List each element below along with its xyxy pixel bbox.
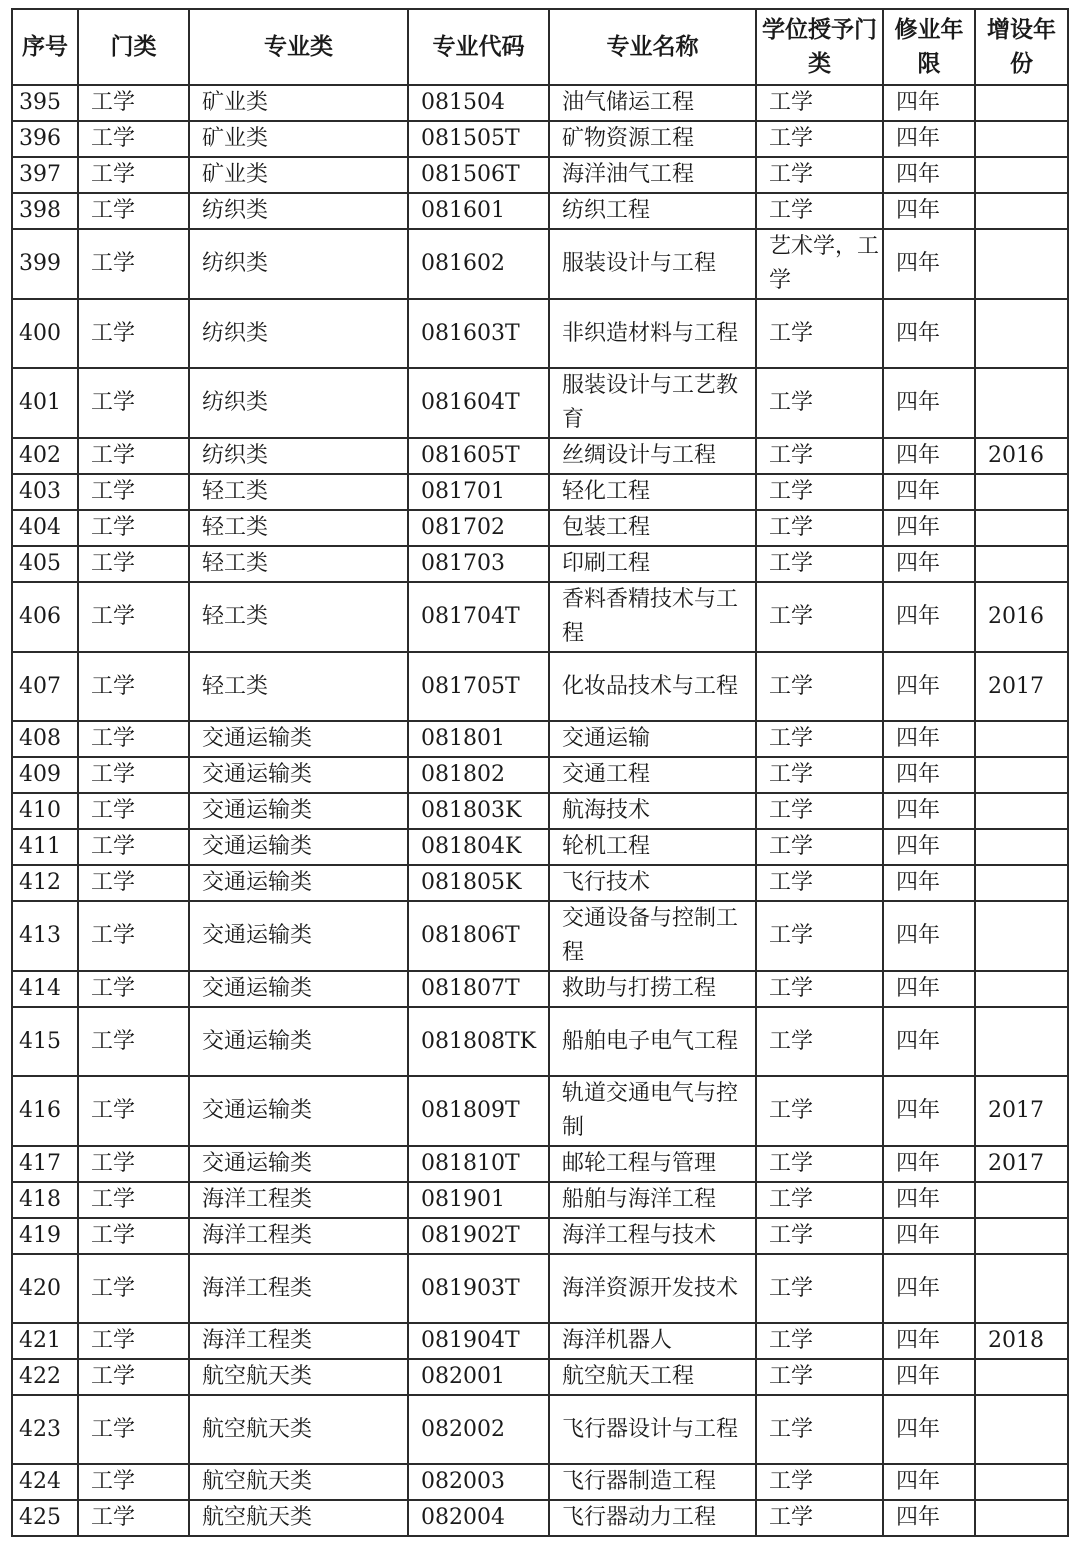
cell-year-added: [975, 121, 1068, 157]
table-row: [12, 1500, 1068, 1536]
cell-index: 420: [12, 1254, 78, 1323]
cell-degree-category: 工学: [756, 582, 883, 652]
table-header-row: [12, 9, 1068, 85]
table-row: [12, 1182, 1068, 1218]
cell-index: 403: [12, 474, 78, 510]
cell-year-added: [975, 368, 1068, 438]
cell-study-years: 四年: [883, 1146, 975, 1182]
cell-study-years: 四年: [883, 829, 975, 865]
cell-major-name: 海洋工程与技术: [549, 1218, 756, 1254]
cell-major-code: 081701: [408, 474, 549, 510]
cell-degree-category: 工学: [756, 1500, 883, 1536]
table-row: [12, 229, 1068, 299]
cell-major-code: 081904T: [408, 1323, 549, 1359]
cell-major-class: 海洋工程类: [189, 1182, 408, 1218]
table-row: [12, 901, 1068, 971]
cell-year-added: [975, 1182, 1068, 1218]
header-major-code: 专业代码: [408, 9, 549, 85]
cell-degree-category: 工学: [756, 438, 883, 474]
cell-major-name: 邮轮工程与管理: [549, 1146, 756, 1182]
cell-major-name: 海洋油气工程: [549, 157, 756, 193]
table-row: [12, 1254, 1068, 1323]
cell-major-name: 船舶电子电气工程: [549, 1007, 756, 1076]
cell-major-name: 航空航天工程: [549, 1359, 756, 1395]
cell-index: 425: [12, 1500, 78, 1536]
table-row: [12, 1146, 1068, 1182]
cell-major-code: 081605T: [408, 438, 549, 474]
table-row: [12, 510, 1068, 546]
cell-year-added: [975, 85, 1068, 121]
cell-category: 工学: [78, 229, 189, 299]
cell-category: 工学: [78, 971, 189, 1007]
cell-major-code: 081903T: [408, 1254, 549, 1323]
table-row: [12, 757, 1068, 793]
header-degree-category: 学位授予门类: [756, 9, 883, 85]
cell-major-class: 交通运输类: [189, 1146, 408, 1182]
cell-category: 工学: [78, 757, 189, 793]
cell-year-added: 2018: [975, 1323, 1068, 1359]
cell-major-code: 081703: [408, 546, 549, 582]
cell-study-years: 四年: [883, 438, 975, 474]
cell-index: 416: [12, 1076, 78, 1146]
cell-study-years: 四年: [883, 1076, 975, 1146]
cell-category: 工学: [78, 1323, 189, 1359]
cell-major-class: 纺织类: [189, 438, 408, 474]
cell-major-code: 081901: [408, 1182, 549, 1218]
cell-category: 工学: [78, 582, 189, 652]
cell-degree-category: 工学: [756, 121, 883, 157]
cell-major-code: 081809T: [408, 1076, 549, 1146]
cell-year-added: [975, 1359, 1068, 1395]
cell-major-class: 矿业类: [189, 85, 408, 121]
cell-study-years: 四年: [883, 1500, 975, 1536]
cell-degree-category: 工学: [756, 793, 883, 829]
cell-major-class: 轻工类: [189, 510, 408, 546]
cell-major-name: 化妆品技术与工程: [549, 652, 756, 721]
cell-major-name: 飞行技术: [549, 865, 756, 901]
cell-year-added: 2017: [975, 652, 1068, 721]
cell-category: 工学: [78, 652, 189, 721]
table-row: [12, 1218, 1068, 1254]
header-major-class: 专业类: [189, 9, 408, 85]
cell-index: 414: [12, 971, 78, 1007]
cell-category: 工学: [78, 721, 189, 757]
table-row: [12, 474, 1068, 510]
cell-major-code: 081504: [408, 85, 549, 121]
cell-year-added: [975, 865, 1068, 901]
cell-study-years: 四年: [883, 368, 975, 438]
cell-study-years: 四年: [883, 652, 975, 721]
cell-index: 400: [12, 299, 78, 368]
cell-major-class: 纺织类: [189, 229, 408, 299]
cell-index: 406: [12, 582, 78, 652]
cell-index: 415: [12, 1007, 78, 1076]
cell-category: 工学: [78, 793, 189, 829]
table-row: [12, 438, 1068, 474]
cell-major-code: 081704T: [408, 582, 549, 652]
cell-year-added: [975, 1218, 1068, 1254]
cell-index: 410: [12, 793, 78, 829]
cell-major-class: 轻工类: [189, 546, 408, 582]
cell-major-name: 交通设备与控制工程: [549, 901, 756, 971]
cell-degree-category: 工学: [756, 299, 883, 368]
cell-degree-category: 工学: [756, 85, 883, 121]
cell-major-name: 飞行器动力工程: [549, 1500, 756, 1536]
cell-category: 工学: [78, 546, 189, 582]
cell-degree-category: 工学: [756, 1182, 883, 1218]
header-year-added: 增设年份: [975, 9, 1068, 85]
cell-major-code: 081808TK: [408, 1007, 549, 1076]
cell-index: 418: [12, 1182, 78, 1218]
cell-study-years: 四年: [883, 85, 975, 121]
cell-index: 404: [12, 510, 78, 546]
cell-degree-category: 工学: [756, 971, 883, 1007]
cell-major-code: 081602: [408, 229, 549, 299]
table-row: [12, 582, 1068, 652]
cell-degree-category: 工学: [756, 1076, 883, 1146]
cell-category: 工学: [78, 865, 189, 901]
cell-degree-category: 工学: [756, 757, 883, 793]
cell-study-years: 四年: [883, 193, 975, 229]
cell-major-code: 081810T: [408, 1146, 549, 1182]
cell-major-class: 轻工类: [189, 474, 408, 510]
cell-study-years: 四年: [883, 474, 975, 510]
cell-degree-category: 工学: [756, 510, 883, 546]
cell-category: 工学: [78, 474, 189, 510]
table-row: [12, 299, 1068, 368]
table-row: [12, 721, 1068, 757]
cell-index: 397: [12, 157, 78, 193]
cell-major-class: 矿业类: [189, 157, 408, 193]
cell-study-years: 四年: [883, 157, 975, 193]
cell-index: 422: [12, 1359, 78, 1395]
cell-year-added: [975, 1395, 1068, 1464]
cell-major-class: 航空航天类: [189, 1464, 408, 1500]
cell-major-code: 081801: [408, 721, 549, 757]
cell-major-class: 海洋工程类: [189, 1218, 408, 1254]
table-row: [12, 193, 1068, 229]
header-major-name: 专业名称: [549, 9, 756, 85]
cell-index: 405: [12, 546, 78, 582]
cell-major-name: 服装设计与工艺教育: [549, 368, 756, 438]
table-row: [12, 1464, 1068, 1500]
cell-year-added: [975, 510, 1068, 546]
cell-study-years: 四年: [883, 865, 975, 901]
cell-year-added: [975, 793, 1068, 829]
cell-major-name: 船舶与海洋工程: [549, 1182, 756, 1218]
cell-category: 工学: [78, 1359, 189, 1395]
cell-study-years: 四年: [883, 1007, 975, 1076]
cell-category: 工学: [78, 510, 189, 546]
cell-index: 401: [12, 368, 78, 438]
cell-study-years: 四年: [883, 1218, 975, 1254]
cell-major-name: 飞行器制造工程: [549, 1464, 756, 1500]
cell-major-class: 交通运输类: [189, 793, 408, 829]
table-row: [12, 157, 1068, 193]
cell-degree-category: 工学: [756, 901, 883, 971]
cell-category: 工学: [78, 901, 189, 971]
cell-major-name: 矿物资源工程: [549, 121, 756, 157]
cell-major-code: 081506T: [408, 157, 549, 193]
cell-study-years: 四年: [883, 901, 975, 971]
cell-major-name: 轻化工程: [549, 474, 756, 510]
cell-study-years: 四年: [883, 546, 975, 582]
cell-major-name: 轮机工程: [549, 829, 756, 865]
cell-category: 工学: [78, 1218, 189, 1254]
cell-major-class: 交通运输类: [189, 971, 408, 1007]
majors-table: [11, 8, 1069, 1537]
cell-degree-category: 工学: [756, 1254, 883, 1323]
cell-study-years: 四年: [883, 1359, 975, 1395]
cell-degree-category: 工学: [756, 652, 883, 721]
cell-major-class: 交通运输类: [189, 757, 408, 793]
cell-category: 工学: [78, 368, 189, 438]
table-row: [12, 1323, 1068, 1359]
cell-study-years: 四年: [883, 510, 975, 546]
cell-category: 工学: [78, 299, 189, 368]
cell-major-class: 交通运输类: [189, 1007, 408, 1076]
cell-degree-category: 工学: [756, 1395, 883, 1464]
table-row: [12, 829, 1068, 865]
cell-index: 408: [12, 721, 78, 757]
cell-year-added: [975, 901, 1068, 971]
cell-major-code: 081802: [408, 757, 549, 793]
cell-major-class: 交通运输类: [189, 1076, 408, 1146]
cell-major-name: 非织造材料与工程: [549, 299, 756, 368]
cell-major-code: 081807T: [408, 971, 549, 1007]
cell-index: 398: [12, 193, 78, 229]
cell-major-name: 救助与打捞工程: [549, 971, 756, 1007]
table-row: [12, 971, 1068, 1007]
cell-degree-category: 工学: [756, 193, 883, 229]
cell-major-code: 081902T: [408, 1218, 549, 1254]
cell-major-name: 交通运输: [549, 721, 756, 757]
cell-study-years: 四年: [883, 757, 975, 793]
table-row: [12, 1395, 1068, 1464]
cell-major-class: 交通运输类: [189, 721, 408, 757]
table-row: [12, 865, 1068, 901]
cell-year-added: [975, 1500, 1068, 1536]
cell-major-class: 海洋工程类: [189, 1254, 408, 1323]
cell-major-code: 082004: [408, 1500, 549, 1536]
cell-category: 工学: [78, 1182, 189, 1218]
cell-index: 413: [12, 901, 78, 971]
cell-major-name: 交通工程: [549, 757, 756, 793]
cell-index: 419: [12, 1218, 78, 1254]
cell-index: 399: [12, 229, 78, 299]
cell-category: 工学: [78, 1146, 189, 1182]
cell-major-code: 081805K: [408, 865, 549, 901]
cell-degree-category: 工学: [756, 865, 883, 901]
header-index: 序号: [12, 9, 78, 85]
cell-major-class: 交通运输类: [189, 901, 408, 971]
cell-degree-category: 工学: [756, 1359, 883, 1395]
cell-major-class: 航空航天类: [189, 1395, 408, 1464]
cell-year-added: [975, 1254, 1068, 1323]
cell-index: 412: [12, 865, 78, 901]
cell-major-class: 纺织类: [189, 299, 408, 368]
cell-year-added: [975, 157, 1068, 193]
cell-index: 409: [12, 757, 78, 793]
cell-major-class: 纺织类: [189, 368, 408, 438]
cell-category: 工学: [78, 1007, 189, 1076]
cell-major-name: 海洋机器人: [549, 1323, 756, 1359]
cell-major-code: 082001: [408, 1359, 549, 1395]
cell-major-class: 交通运输类: [189, 865, 408, 901]
cell-degree-category: 工学: [756, 1146, 883, 1182]
cell-category: 工学: [78, 438, 189, 474]
cell-year-added: 2016: [975, 582, 1068, 652]
cell-major-code: 082003: [408, 1464, 549, 1500]
cell-year-added: 2016: [975, 438, 1068, 474]
cell-major-class: 航空航天类: [189, 1500, 408, 1536]
cell-major-class: 海洋工程类: [189, 1323, 408, 1359]
cell-year-added: [975, 546, 1068, 582]
cell-major-code: 081806T: [408, 901, 549, 971]
cell-year-added: [975, 829, 1068, 865]
cell-year-added: [975, 757, 1068, 793]
table-row: [12, 546, 1068, 582]
cell-major-class: 航空航天类: [189, 1359, 408, 1395]
cell-year-added: [975, 1464, 1068, 1500]
cell-degree-category: 工学: [756, 1218, 883, 1254]
cell-major-name: 纺织工程: [549, 193, 756, 229]
table-row: [12, 652, 1068, 721]
cell-index: 417: [12, 1146, 78, 1182]
table-row: [12, 1007, 1068, 1076]
cell-year-added: 2017: [975, 1076, 1068, 1146]
cell-study-years: 四年: [883, 1464, 975, 1500]
cell-degree-category: 工学: [756, 1323, 883, 1359]
cell-major-name: 轨道交通电气与控制: [549, 1076, 756, 1146]
cell-degree-category: 工学: [756, 546, 883, 582]
cell-category: 工学: [78, 85, 189, 121]
cell-study-years: 四年: [883, 1323, 975, 1359]
cell-study-years: 四年: [883, 582, 975, 652]
cell-major-name: 海洋资源开发技术: [549, 1254, 756, 1323]
cell-study-years: 四年: [883, 793, 975, 829]
table-row: [12, 1359, 1068, 1395]
table-row: [12, 85, 1068, 121]
cell-study-years: 四年: [883, 971, 975, 1007]
table-row: [12, 793, 1068, 829]
cell-degree-category: 工学: [756, 721, 883, 757]
cell-index: 395: [12, 85, 78, 121]
cell-category: 工学: [78, 157, 189, 193]
table-row: [12, 1076, 1068, 1146]
cell-degree-category: 工学: [756, 157, 883, 193]
cell-index: 396: [12, 121, 78, 157]
cell-major-name: 丝绸设计与工程: [549, 438, 756, 474]
cell-degree-category: 艺术学，工学: [756, 229, 883, 299]
cell-category: 工学: [78, 1500, 189, 1536]
cell-study-years: 四年: [883, 299, 975, 368]
cell-index: 423: [12, 1395, 78, 1464]
cell-major-class: 交通运输类: [189, 829, 408, 865]
cell-category: 工学: [78, 193, 189, 229]
cell-major-class: 纺织类: [189, 193, 408, 229]
cell-index: 402: [12, 438, 78, 474]
cell-year-added: [975, 971, 1068, 1007]
cell-category: 工学: [78, 1076, 189, 1146]
cell-major-class: 轻工类: [189, 582, 408, 652]
cell-major-name: 包装工程: [549, 510, 756, 546]
cell-year-added: [975, 474, 1068, 510]
cell-index: 421: [12, 1323, 78, 1359]
cell-year-added: [975, 299, 1068, 368]
cell-category: 工学: [78, 829, 189, 865]
cell-study-years: 四年: [883, 1182, 975, 1218]
cell-major-code: 081604T: [408, 368, 549, 438]
cell-degree-category: 工学: [756, 474, 883, 510]
cell-major-code: 081803K: [408, 793, 549, 829]
cell-major-code: 081601: [408, 193, 549, 229]
cell-index: 407: [12, 652, 78, 721]
document-page: [11, 8, 1067, 1537]
cell-year-added: 2017: [975, 1146, 1068, 1182]
cell-major-name: 航海技术: [549, 793, 756, 829]
cell-major-class: 轻工类: [189, 652, 408, 721]
cell-year-added: [975, 229, 1068, 299]
cell-year-added: [975, 721, 1068, 757]
cell-category: 工学: [78, 121, 189, 157]
table-row: [12, 368, 1068, 438]
cell-degree-category: 工学: [756, 368, 883, 438]
cell-major-name: 飞行器设计与工程: [549, 1395, 756, 1464]
cell-major-code: 081804K: [408, 829, 549, 865]
cell-major-code: 082002: [408, 1395, 549, 1464]
cell-category: 工学: [78, 1395, 189, 1464]
cell-major-code: 081505T: [408, 121, 549, 157]
cell-major-class: 矿业类: [189, 121, 408, 157]
cell-major-name: 香料香精技术与工程: [549, 582, 756, 652]
cell-study-years: 四年: [883, 229, 975, 299]
cell-major-name: 服装设计与工程: [549, 229, 756, 299]
cell-major-code: 081705T: [408, 652, 549, 721]
cell-category: 工学: [78, 1464, 189, 1500]
table-row: [12, 121, 1068, 157]
cell-major-code: 081603T: [408, 299, 549, 368]
table-body: [12, 85, 1068, 1536]
cell-degree-category: 工学: [756, 829, 883, 865]
cell-index: 424: [12, 1464, 78, 1500]
cell-index: 411: [12, 829, 78, 865]
cell-study-years: 四年: [883, 1395, 975, 1464]
cell-study-years: 四年: [883, 121, 975, 157]
cell-year-added: [975, 1007, 1068, 1076]
cell-year-added: [975, 193, 1068, 229]
cell-major-code: 081702: [408, 510, 549, 546]
cell-degree-category: 工学: [756, 1464, 883, 1500]
header-category: 门类: [78, 9, 189, 85]
cell-major-name: 油气储运工程: [549, 85, 756, 121]
cell-category: 工学: [78, 1254, 189, 1323]
header-study-years: 修业年限: [883, 9, 975, 85]
cell-study-years: 四年: [883, 1254, 975, 1323]
cell-study-years: 四年: [883, 721, 975, 757]
cell-degree-category: 工学: [756, 1007, 883, 1076]
cell-major-name: 印刷工程: [549, 546, 756, 582]
